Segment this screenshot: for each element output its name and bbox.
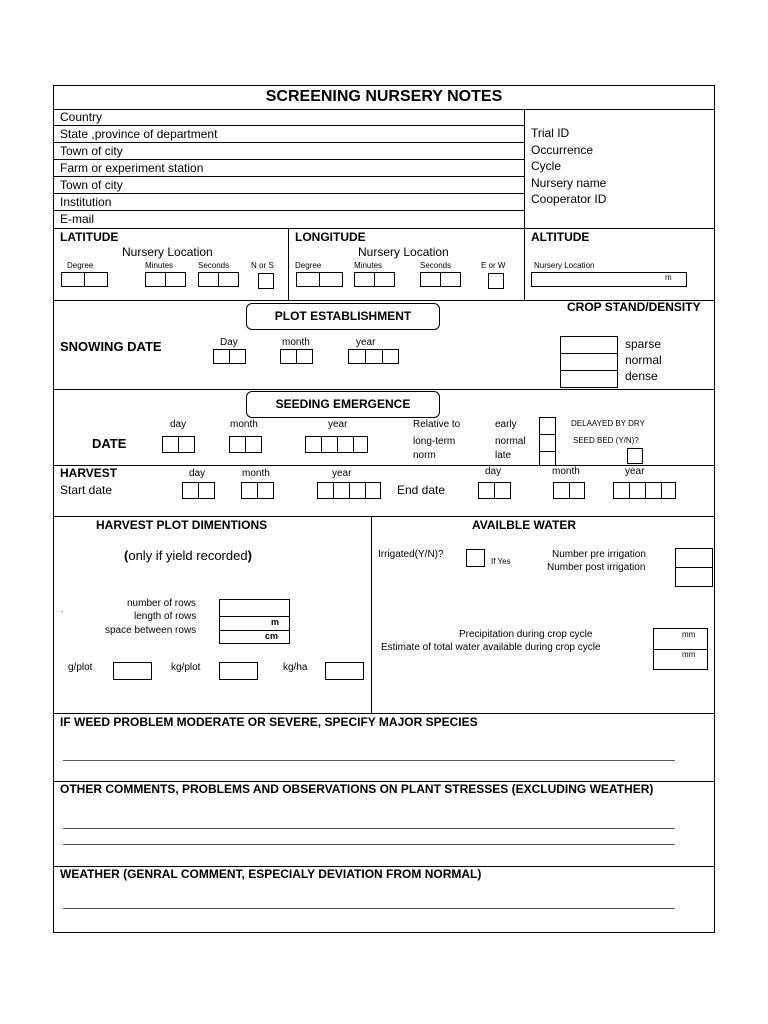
late-box[interactable]	[539, 451, 556, 466]
post-irrigation-label: Number post irrigation	[547, 562, 646, 573]
kg-ha-label: kg/ha	[283, 662, 308, 673]
harv-start-day-label: day	[189, 468, 206, 479]
lat-n-or-s-label: N or S	[251, 261, 274, 270]
num-rows-label: number of rows	[127, 598, 196, 609]
lat-minutes-box-2[interactable]	[165, 272, 186, 287]
lon-seconds-label: Seconds	[420, 261, 452, 270]
lon-minutes-box-2[interactable]	[374, 272, 395, 287]
density-normal-box[interactable]	[560, 353, 618, 371]
harv-end-month-label: month	[552, 466, 580, 477]
harv-start-year-box-1[interactable]	[317, 482, 334, 499]
length-rows-label: length of rows	[134, 611, 197, 622]
field-nursery-name: Nursery name	[531, 176, 607, 190]
length-unit: m	[271, 617, 280, 627]
estimate-input[interactable]	[653, 649, 708, 670]
page-title: SCREENING NURSERY NOTES	[265, 88, 503, 105]
harv-start-year-box-4[interactable]	[365, 482, 381, 499]
precip-unit: mm	[682, 630, 696, 639]
space-rows-input[interactable]	[219, 630, 290, 644]
harv-start-day-box-2[interactable]	[198, 482, 215, 499]
snow-year-box-2[interactable]	[365, 349, 383, 364]
harv-end-day-label: day	[485, 466, 502, 477]
emerg-year-label: year	[328, 419, 348, 430]
lon-minutes-box-1[interactable]	[354, 272, 375, 287]
harv-end-month-box-2[interactable]	[569, 482, 585, 499]
comments-line-1[interactable]	[63, 828, 675, 829]
emerg-month-label: month	[230, 419, 258, 430]
end-date-label: End date	[397, 483, 446, 497]
precip-label: Precipitation during crop cycle	[459, 629, 593, 640]
start-date-label: Start date	[60, 483, 113, 497]
lat-seconds-box-2[interactable]	[218, 272, 239, 287]
irrigated-box[interactable]	[466, 549, 485, 567]
lat-minutes-box-1[interactable]	[145, 272, 166, 287]
lat-minutes-label: Minutes	[145, 261, 174, 270]
kg-plot-label: kg/plot	[171, 662, 201, 673]
field-farm: Farm or experiment station	[60, 161, 204, 175]
emerg-date-label: DATE	[92, 436, 127, 451]
space-unit: cm	[265, 631, 279, 641]
seeding-emergence-label: SEEDING EMERGENCE	[246, 391, 440, 418]
delayed-label: DELAAYED BY DRY	[571, 419, 645, 428]
early-box[interactable]	[539, 417, 556, 435]
field-institution: Institution	[60, 195, 112, 209]
density-sparse-box[interactable]	[560, 336, 618, 354]
comments-line-2[interactable]	[63, 844, 675, 845]
harv-start-month-box-2[interactable]	[257, 482, 274, 499]
harv-start-month-box-1[interactable]	[241, 482, 258, 499]
late-label: late	[495, 450, 512, 461]
emerg-day-box-1[interactable]	[162, 436, 179, 453]
emerg-day-box-2[interactable]	[178, 436, 195, 453]
snow-year-box-1[interactable]	[348, 349, 366, 364]
snow-day-box-1[interactable]	[213, 349, 230, 364]
comments-label: OTHER COMMENTS, PROBLEMS AND OBSERVATIONS ON PLANT STRESSES (EXCLUDING WEATHER)	[60, 782, 654, 796]
altitude-unit: m	[665, 273, 672, 282]
harv-end-year-label: year	[625, 466, 645, 477]
snow-month-label: month	[282, 337, 310, 348]
seed-bed-box[interactable]	[627, 448, 643, 464]
altitude-input[interactable]	[531, 272, 687, 287]
emerg-year-box-3[interactable]	[337, 436, 354, 453]
lon-nursery-location: Nursery Location	[358, 245, 449, 259]
lon-e-or-w-box[interactable]	[488, 273, 504, 289]
lon-degree-label: Degree	[295, 261, 322, 270]
harv-start-month-label: month	[242, 468, 270, 479]
normal-box[interactable]	[539, 434, 556, 452]
alt-nursery-location: Nursery Location	[534, 261, 595, 270]
field-email: E-mail	[60, 212, 95, 226]
lon-minutes-label: Minutes	[354, 261, 383, 270]
relative-to-label: Relative to	[413, 419, 461, 430]
normal-label: normal	[495, 436, 526, 447]
field-trial-id: Trial ID	[531, 126, 570, 140]
lat-seconds-box-1[interactable]	[198, 272, 219, 287]
early-label: early	[495, 419, 517, 430]
density-dense-label: dense	[625, 369, 658, 383]
stray-dot: .	[61, 605, 64, 614]
crop-stand-label: CROP STAND/DENSITY	[567, 300, 701, 314]
precip-input[interactable]	[653, 628, 708, 650]
pre-irrigation-input[interactable]	[675, 548, 713, 568]
kg-plot-input[interactable]	[219, 662, 258, 680]
weather-label: WEATHER (GENRAL COMMENT, ESPECIALY DEVIATION FROM NORMAL)	[60, 867, 482, 881]
field-state: State ,province of department	[60, 127, 218, 141]
density-sparse-label: sparse	[625, 337, 662, 351]
num-rows-input[interactable]	[219, 599, 290, 617]
field-occurrence: Occurrence	[531, 143, 594, 157]
form-border	[53, 85, 715, 933]
lat-degree-label: Degree	[67, 261, 94, 270]
harv-end-year-box-3[interactable]	[645, 482, 662, 499]
harv-start-year-box-2[interactable]	[333, 482, 350, 499]
snowing-date-label: SNOWING DATE	[60, 339, 162, 354]
emerg-year-box-4[interactable]	[353, 436, 368, 453]
emerg-month-box-2[interactable]	[245, 436, 262, 453]
snow-month-box-2[interactable]	[296, 349, 313, 364]
emerg-day-label: day	[170, 419, 187, 430]
space-rows-label: space between rows	[105, 625, 197, 636]
weather-line[interactable]	[63, 908, 675, 909]
lat-nursery-location: Nursery Location	[122, 245, 213, 259]
harv-end-year-box-2[interactable]	[629, 482, 646, 499]
lat-degree-box-2[interactable]	[84, 272, 108, 287]
plot-establishment-label: PLOT ESTABLISHMENT	[246, 303, 440, 330]
altitude-label: ALTITUDE	[531, 230, 590, 244]
longitude-label: LONGITUDE	[295, 230, 366, 244]
irrigated-label: Irrigated(Y/N)?	[378, 549, 444, 560]
estimate-unit: mm	[682, 650, 696, 659]
lon-e-or-w-label: E or W	[481, 261, 506, 270]
harvest-label: HARVEST	[60, 466, 118, 480]
lon-degree-box-1[interactable]	[296, 272, 320, 287]
lat-degree-box-1[interactable]	[61, 272, 85, 287]
lat-n-or-s-box[interactable]	[258, 273, 274, 289]
lon-seconds-box-2[interactable]	[440, 272, 461, 287]
harv-end-day-box-1[interactable]	[478, 482, 495, 499]
long-term-label: long-term	[413, 436, 456, 447]
snow-month-box-1[interactable]	[280, 349, 297, 364]
emerg-year-box-2[interactable]	[321, 436, 338, 453]
field-cycle: Cycle	[531, 159, 562, 173]
density-normal-label: normal	[625, 353, 662, 367]
harv-end-year-box-1[interactable]	[613, 482, 630, 499]
weed-line[interactable]	[63, 760, 675, 761]
harv-start-year-box-3[interactable]	[349, 482, 366, 499]
g-plot-label: g/plot	[68, 662, 93, 673]
if-yes-label: If Yes	[491, 557, 511, 566]
harv-end-month-box-1[interactable]	[553, 482, 570, 499]
snow-year-label: year	[356, 337, 376, 348]
seed-bed-label: SEED BED (Y/N)?	[573, 436, 639, 445]
norm-label: norm	[413, 450, 436, 461]
lon-degree-box-2[interactable]	[319, 272, 343, 287]
harv-start-year-label: year	[332, 468, 352, 479]
post-irrigation-input[interactable]	[675, 567, 713, 587]
field-country: Country	[60, 110, 103, 124]
latitude-label: LATITUDE	[60, 230, 119, 244]
harv-end-day-box-2[interactable]	[494, 482, 511, 499]
kg-ha-input[interactable]	[325, 662, 364, 680]
field-town: Town of city	[60, 144, 123, 158]
emerg-month-box-1[interactable]	[229, 436, 246, 453]
weed-label: IF WEED PROBLEM MODERATE OR SEVERE, SPECIFY MAJOR SPECIES	[60, 715, 478, 729]
g-plot-input[interactable]	[113, 662, 152, 680]
lat-seconds-label: Seconds	[198, 261, 230, 270]
density-dense-box[interactable]	[560, 370, 618, 388]
snow-day-label: Day	[220, 337, 238, 348]
field-town-2: Town of city	[60, 178, 123, 192]
pre-irrigation-label: Number pre irrigation	[552, 549, 646, 560]
snow-year-box-3[interactable]	[382, 349, 399, 364]
snow-day-box-2[interactable]	[229, 349, 246, 364]
field-cooperator-id: Cooperator ID	[531, 192, 607, 206]
water-label: AVAILBLE WATER	[472, 518, 576, 532]
length-rows-input[interactable]	[219, 616, 290, 631]
harv-end-year-box-4[interactable]	[661, 482, 676, 499]
plot-dims-note: (only if yield recorded)	[124, 548, 252, 563]
estimate-label: Estimate of total water available during crop cycle	[381, 642, 601, 653]
harv-start-day-box-1[interactable]	[182, 482, 199, 499]
emerg-year-box-1[interactable]	[305, 436, 322, 453]
lon-seconds-box-1[interactable]	[420, 272, 441, 287]
plot-dims-label: HARVEST PLOT DIMENTIONS	[96, 518, 268, 532]
